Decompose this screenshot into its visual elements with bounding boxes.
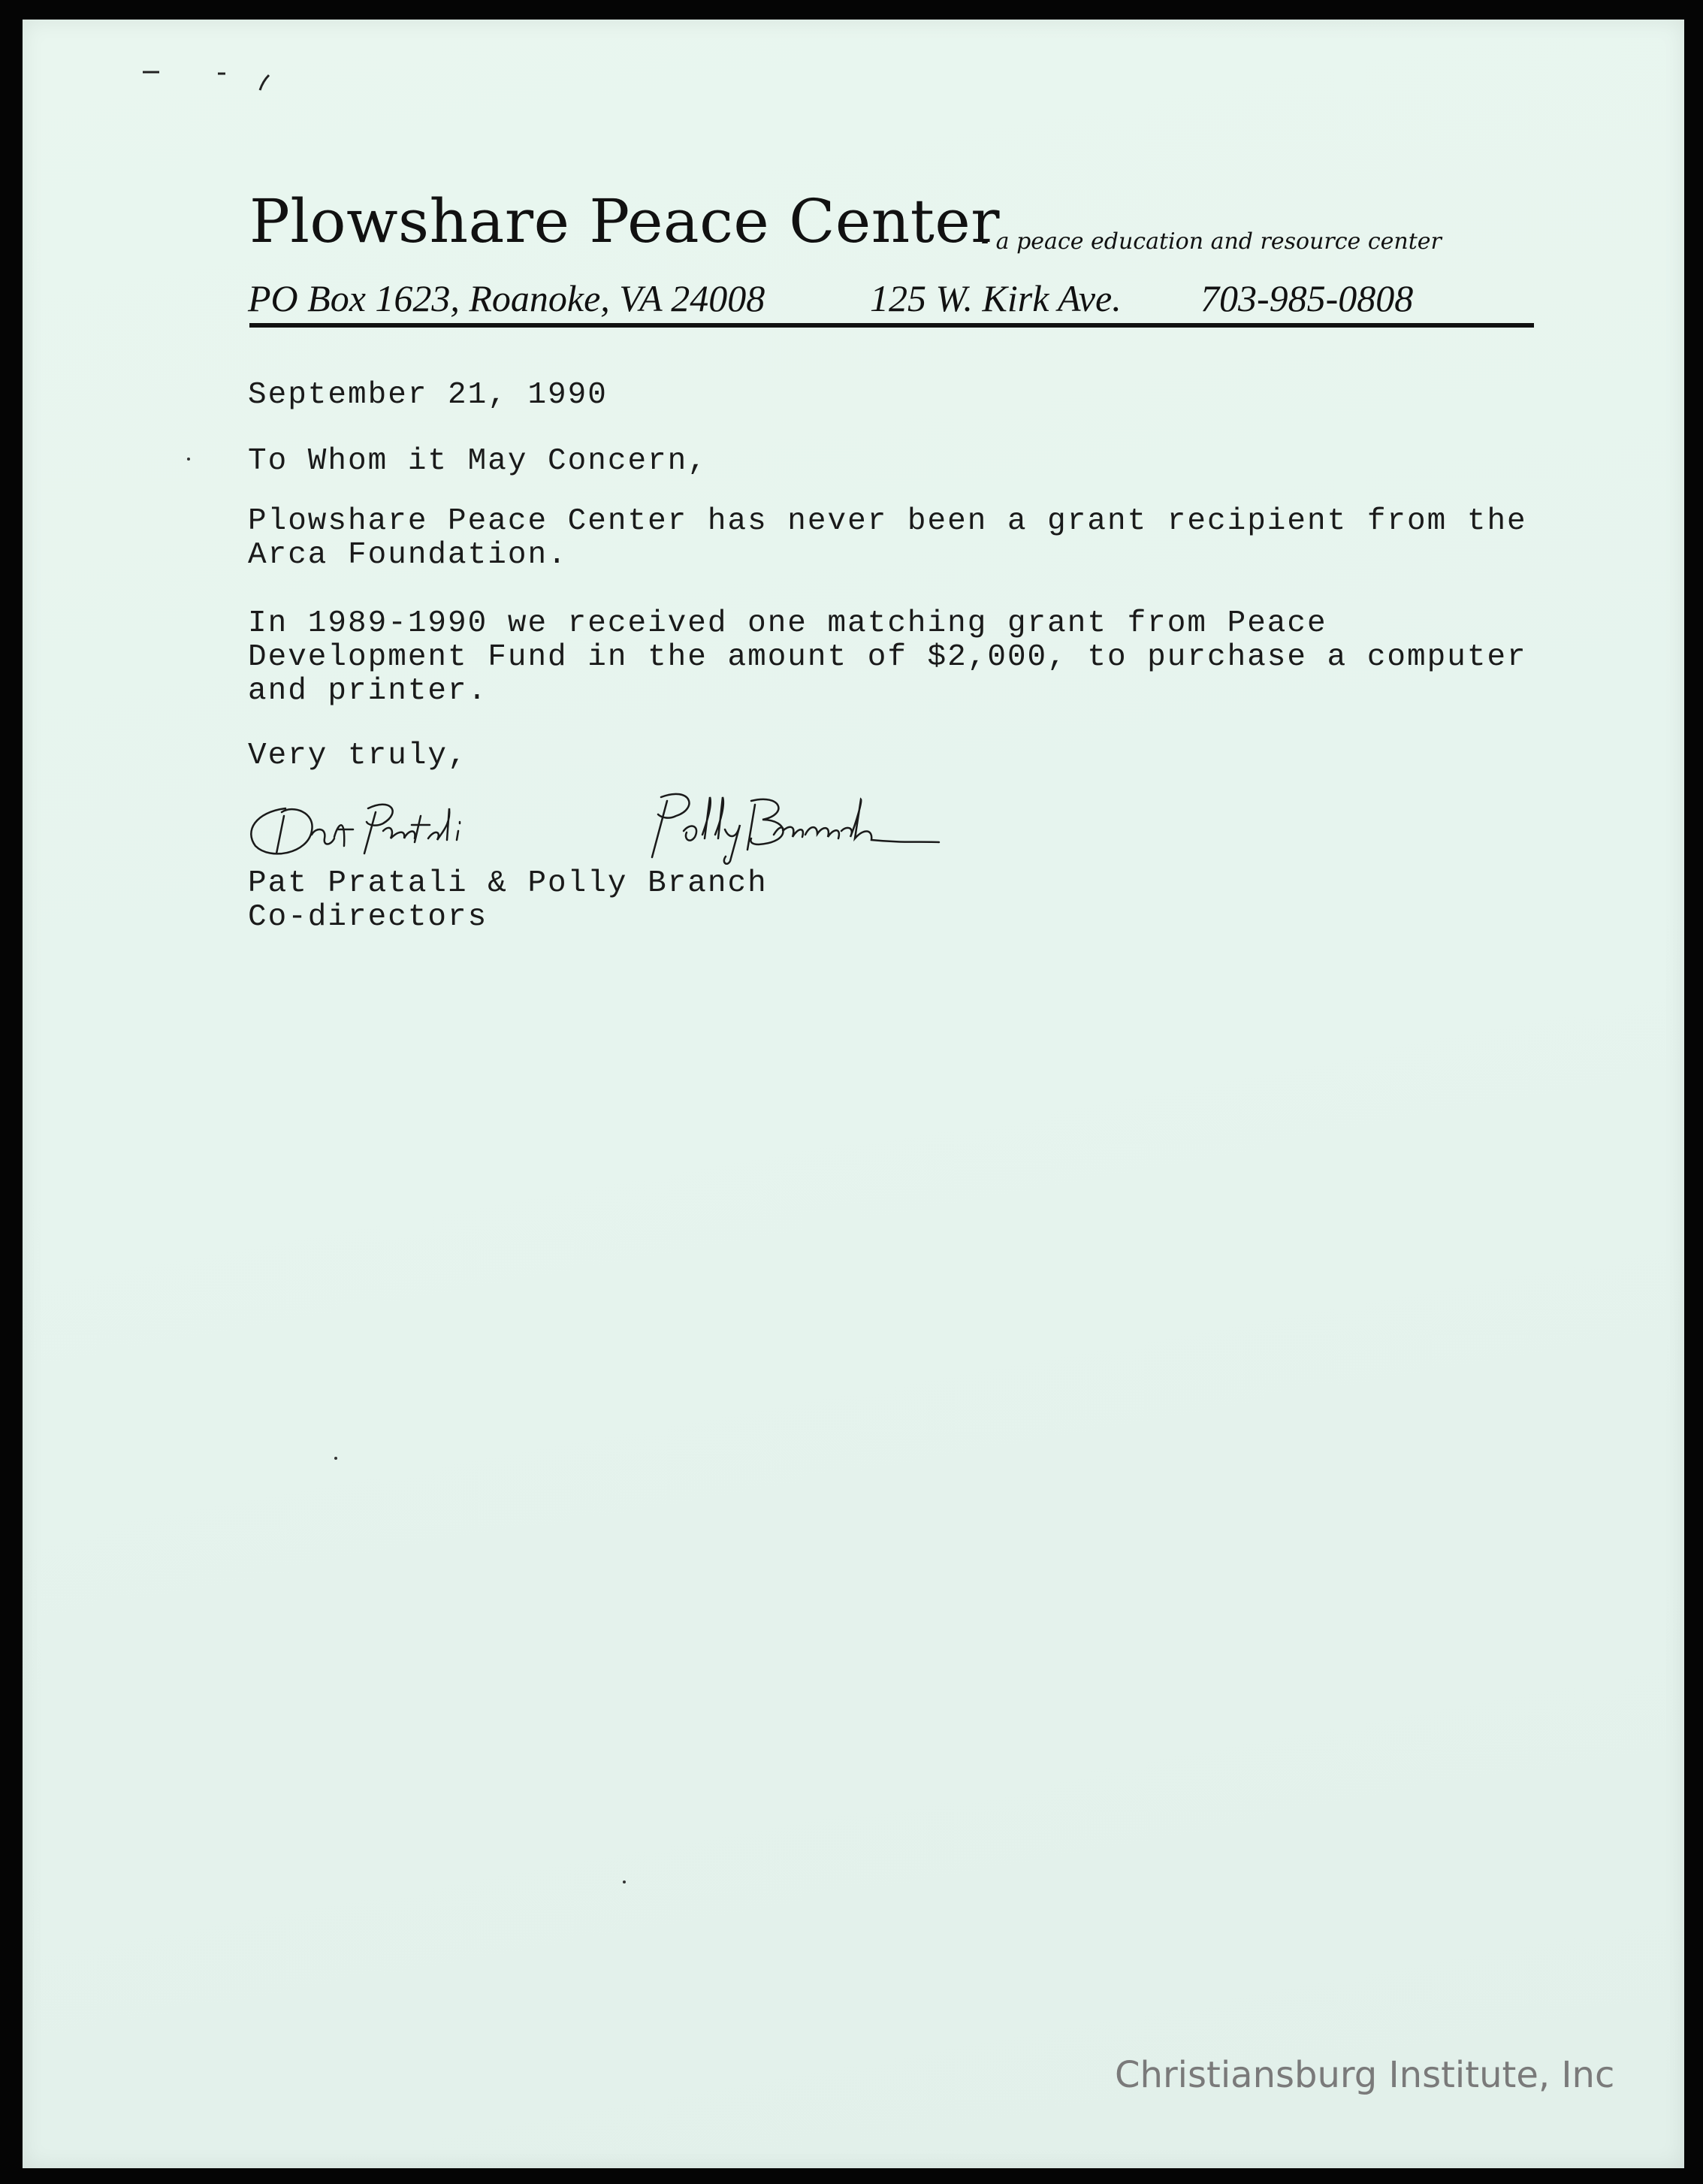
stray-pen-mark [113,42,278,102]
organization-name: Plowshare Peace Center [249,186,1001,256]
letter-date: September 21, 1990 [248,378,608,412]
body-paragraph-2: In 1989-1990 we received one matching grant from Peace Development Fund in the amount of $2,000, to purchase a computer and printer. [248,606,1527,708]
salutation: To Whom it May Concern, [248,444,708,479]
archive-watermark: Christiansburg Institute, Inc [1115,2054,1615,2096]
paper-speck [621,1878,628,1886]
body-paragraph-1: Plowshare Peace Center has never been a grant recipient from the Arca Foundation. [248,504,1527,572]
street-address: 125 W. Kirk Ave. [870,277,1122,319]
letterhead-divider [249,323,1534,328]
paper-speck [332,1454,340,1462]
mailing-address: PO Box 1623, Roanoke, VA 24008 [248,277,765,319]
signer-title: Co-directors [248,900,488,935]
organization-tagline: - a peace education and resource center [981,228,1442,255]
signature-pat-pratali [251,805,460,854]
phone-number: 703-985-0808 [1200,277,1414,319]
complimentary-close: Very truly, [248,739,468,773]
signature-polly-branch [652,794,939,864]
signer-names: Pat Pratali & Polly Branch [248,866,768,901]
paper-speck [185,455,192,463]
handwritten-signatures [240,778,962,868]
letter-page [23,20,1684,2168]
